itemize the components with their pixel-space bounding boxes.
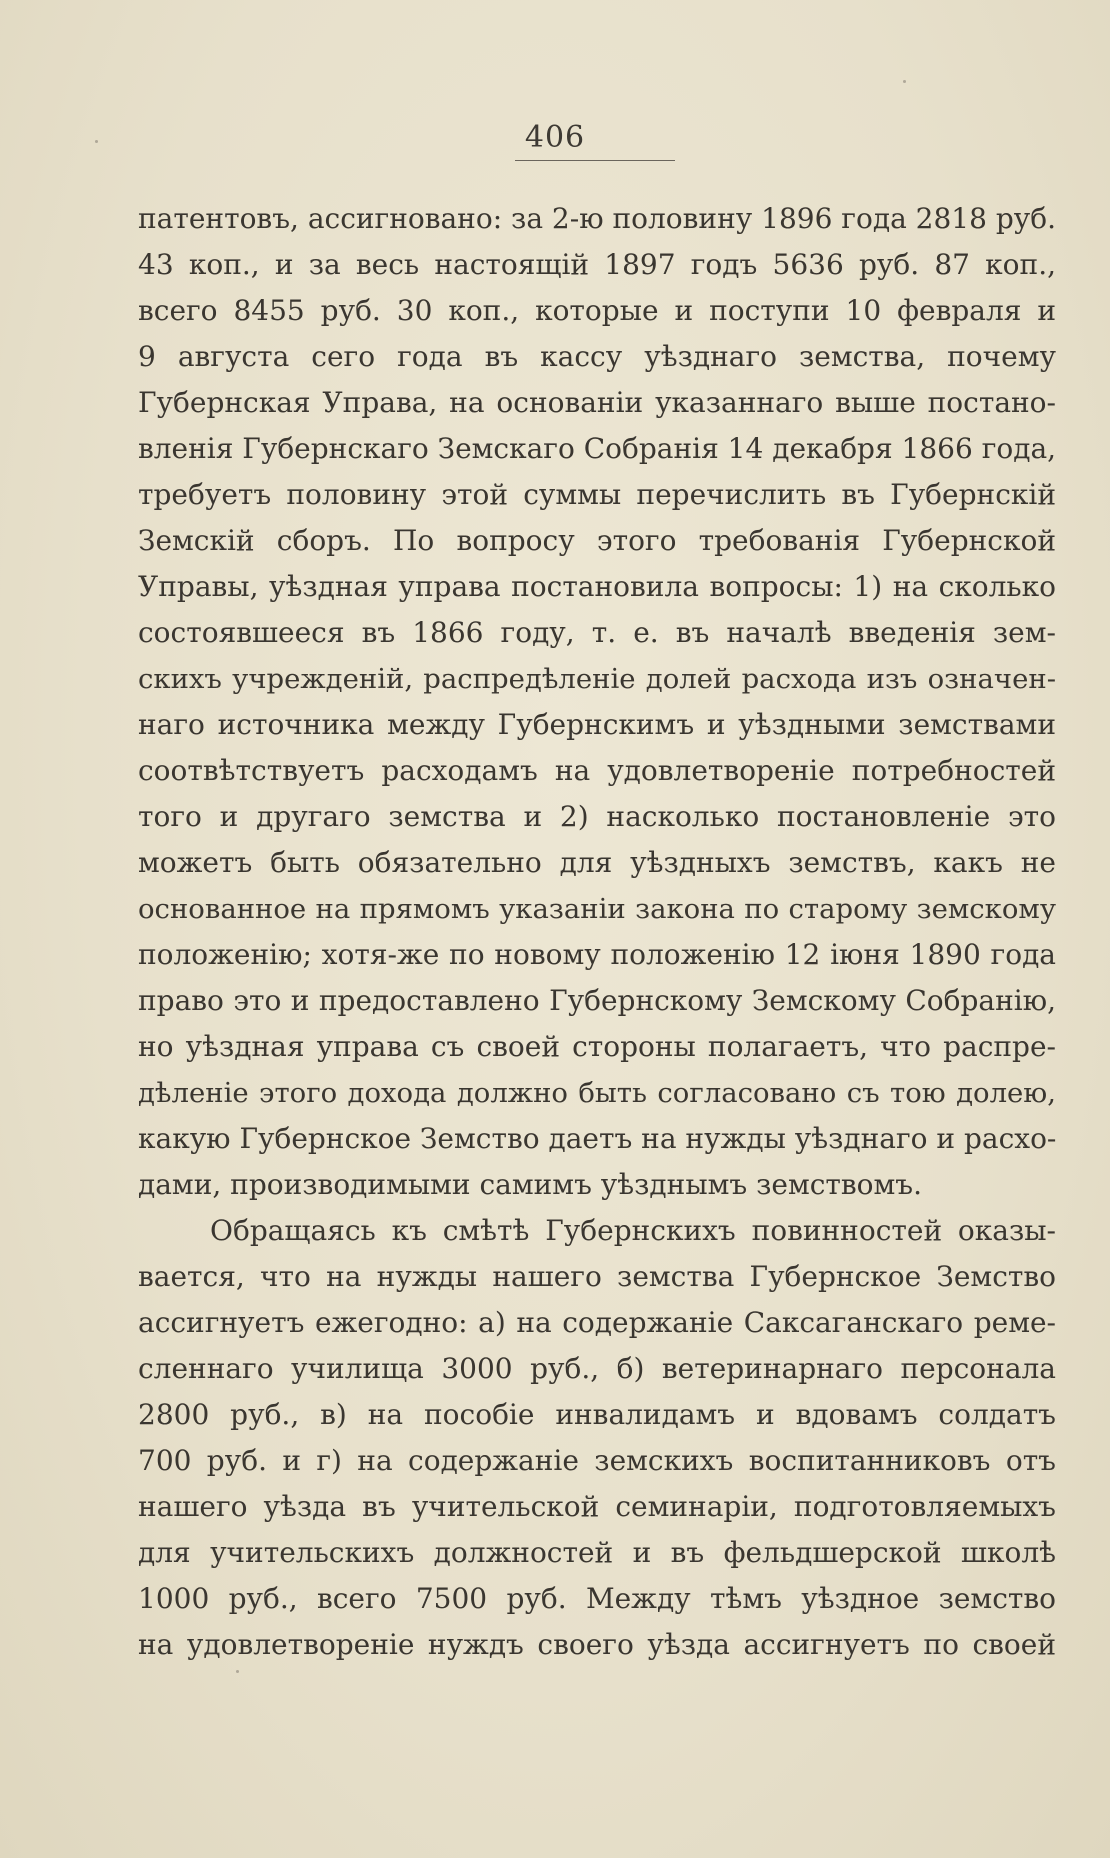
paper-speck (95, 140, 98, 143)
text-line: ассигнуетъ ежегодно: а) на содержаніе Саксаганскаго реме- (138, 1306, 1056, 1339)
text-line: какую Губернское Земство даетъ на нужды уѣзднаго и расхо- (138, 1122, 1056, 1155)
text-line: 2800 руб., в) на пособіе инвалидамъ и вдовамъ солдатъ (138, 1398, 1056, 1431)
header-rule (515, 160, 675, 161)
paragraph-first-line: Обращаясь къ смѣтѣ Губернскихъ повинностей оказы- (210, 1214, 1056, 1247)
text-line: можетъ быть обязательно для уѣздныхъ земствъ, какъ не (138, 846, 1056, 879)
text-line: соотвѣтствуетъ расходамъ на удовлетвореніе потребностей (138, 754, 1056, 787)
paragraph-end-line: дами, производимыми самимъ уѣзднымъ земствомъ. (138, 1168, 923, 1201)
text-line: право это и предоставлено Губернскому Земскому Собранію, (138, 984, 1056, 1017)
text-line: требуетъ половину этой суммы перечислить въ Губернскій (138, 478, 1056, 511)
text-line: положенію; хотя-же по новому положенію 12 іюня 1890 года (138, 938, 1056, 971)
text-line: на удовлетвореніе нуждъ своего уѣзда ассигнуетъ по своей (138, 1628, 1056, 1661)
text-line: нашего уѣзда въ учительской семинаріи, подготовляемыхъ (138, 1490, 1056, 1523)
text-line: всего 8455 руб. 30 коп., которые и поступи 10 февраля и (138, 294, 1056, 327)
text-line: Управы, уѣздная управа постановила вопросы: 1) на сколько (138, 570, 1056, 603)
page-number: 406 (524, 120, 586, 155)
text-line: для учительскихъ должностей и въ фельдшерской школѣ (138, 1536, 1056, 1569)
text-line: наго источника между Губернскимъ и уѣздными земствами (138, 708, 1056, 741)
text-line: Губернская Управа, на основаніи указаннаго выше постано- (138, 386, 1056, 419)
text-line: основанное на прямомъ указаніи закона по старому земскому (138, 893, 1056, 925)
text-line: но уѣздная управа съ своей стороны полагаетъ, что распре- (138, 1030, 1056, 1063)
text-line: 43 коп., и за весь настоящій 1897 годъ 5636 руб. 87 коп., (138, 248, 1056, 281)
text-line: вается, что на нужды нашего земства Губернское Земство (138, 1260, 1056, 1293)
paper-speck (903, 80, 906, 83)
text-line: состоявшееся въ 1866 году, т. е. въ началѣ введенія зем- (138, 616, 1056, 649)
text-line: того и другаго земства и 2) насколько постановленіе это (138, 800, 1056, 833)
text-line: вленія Губернскаго Земскаго Собранія 14 декабря 1866 года, (138, 432, 1056, 465)
text-line: сленнаго училища 3000 руб., б) ветеринарнаго персонала (138, 1352, 1056, 1385)
text-line: 700 руб. и г) на содержаніе земскихъ воспитанниковъ отъ (138, 1444, 1056, 1477)
text-line: патентовъ, ассигновано: за 2-ю половину 1896 года 2818 руб. (138, 202, 1056, 235)
text-line: дѣленіе этого дохода должно быть согласовано съ тою долею, (138, 1077, 1056, 1109)
text-line: скихъ учрежденій, распредѣленіе долей расхода изъ означен- (138, 663, 1056, 695)
paper-speck (236, 1670, 239, 1673)
text-line: Земскій сборъ. По вопросу этого требованія Губернской (138, 524, 1056, 557)
body-text (138, 196, 1056, 1668)
text-line: 1000 руб., всего 7500 руб. Между тѣмъ уѣздное земство (138, 1582, 1056, 1615)
text-line: 9 августа сего года въ кассу уѣзднаго земства, почему (138, 340, 1056, 373)
